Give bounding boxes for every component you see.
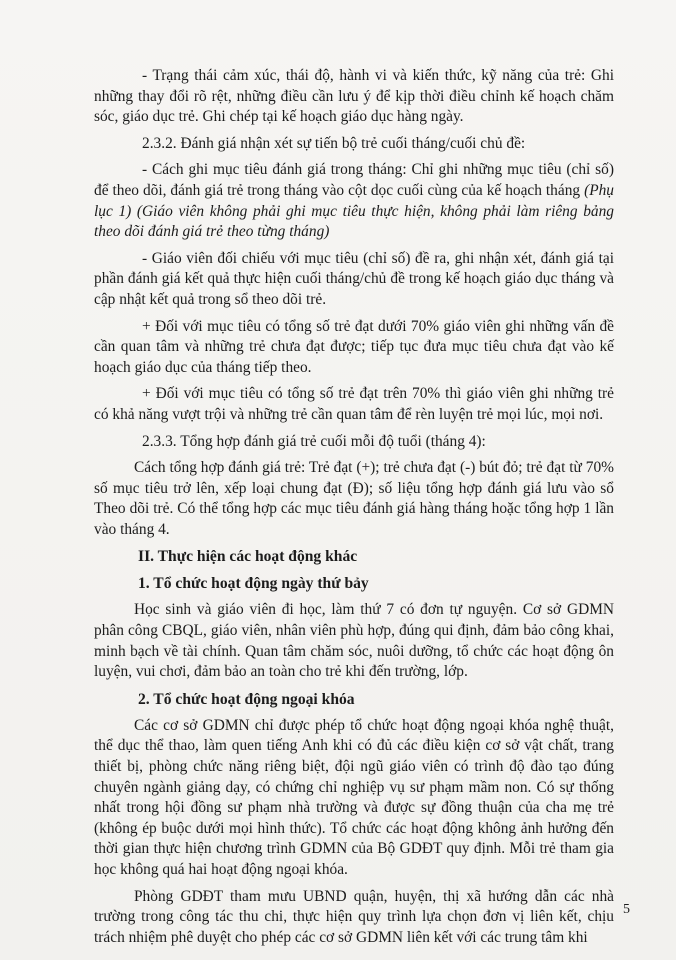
paragraph-monthly-goals (94, 160, 614, 242)
monthly-goals-text: - Cách ghi mục tiêu đánh giá trong tháng: Chỉ ghi những mục tiêu (chỉ số) để theo dõi, đánh giá trẻ trong tháng vào cột dọc cuối cùng của kế hoạch tháng (94, 161, 614, 199)
appendix-note: (Phụ lục 1) (Giáo viên không phải ghi mục tiêu thực hiện, không phải làm riêng bảng theo dõi đánh giá trẻ theo từng tháng) (94, 181, 614, 241)
heading-extracurricular: 2. Tổ chức hoạt động ngoại khóa (138, 690, 355, 708)
section-heading-2-3-2: 2.3.2. Đánh giá nhận xét sự tiến bộ trẻ cuối tháng/cuối chủ đề: (142, 134, 526, 152)
paragraph-teacher-compare: - Giáo viên đối chiếu với mục tiêu (chỉ số) đề ra, ghi nhận xét, đánh giá tại phần đánh giá kết quả thực hiện cuối tháng/chủ đề trong kế hoạch giáo dục tháng và cập nhật kết quả trong sổ theo dõi trẻ. (94, 249, 614, 308)
paragraph-summary-method: Cách tổng hợp đánh giá trẻ: Trẻ đạt (+); trẻ chưa đạt (-) bút đỏ; trẻ đạt từ 70% số mục tiêu trở lên, xếp loại chung đạt (Đ); số liệu tổng hợp đánh giá lưu vào sổ Theo dõi trẻ. Có thể tổng hợp các mục tiêu đánh giá hàng tháng hoặc tổng hợp 1 lần vào tháng 4. (94, 459, 614, 538)
paragraph-extracurricular: Các cơ sở GDMN chỉ được phép tổ chức hoạt động ngoại khóa nghệ thuật, thể dục thể thao, làm quen tiếng Anh khi có đủ các điều kiện cơ sở vật chất, trang thiết bị, phòng chức năng riêng biệt, đội ngũ giáo viên có trình độ đào tạo đúng chuyên ngành giảng dạy, có chứng chỉ nghiệp vụ sư phạm mầm non. Có sự thống nhất trong hội đồng sư phạm nhà trường và được sự đồng thuận của cha mẹ trẻ (không ép buộc dưới mọi hình thức). Tổ chức các hoạt động không ảnh hưởng đến thời gian thực hiện chương trình GDMN của Bộ GDĐT quy định. Mỗi trẻ tham gia học không quá hai hoạt động ngoại khóa. (94, 716, 614, 878)
paragraph-below-70: + Đối với mục tiêu có tổng số trẻ đạt dưới 70% giáo viên ghi những vấn đề cần quan tâm và những trẻ chưa đạt được; tiếp tục đưa mục tiêu chưa đạt vào kế hoạch giáo dục của tháng tiếp theo. (94, 317, 614, 376)
page-number: 5 (623, 902, 630, 917)
heading-other-activities: II. Thực hiện các hoạt động khác (138, 548, 358, 566)
paragraph-saturday: Học sinh và giáo viên đi học, làm thứ 7 có đơn tự nguyện. Cơ sở GDMN phân công CBQL, giáo viên, nhân viên phù hợp, đúng qui định, đảm bảo công khai, minh bạch về tài chính. Quan tâm chăm sóc, nuôi dưỡng, tổ chức các hoạt động ôn luyện, vui chơi, đảm bảo an toàn cho trẻ khi đến trường, lớp. (94, 601, 614, 681)
section-heading-2-3-3: 2.3.3. Tổng hợp đánh giá trẻ cuối mỗi độ tuổi (tháng 4): (142, 432, 486, 450)
page-body (94, 66, 614, 954)
paragraph-above-70: + Đối với mục tiêu có tổng số trẻ đạt trên 70% thì giáo viên ghi những trẻ có khả năng vượt trội và những trẻ cần quan tâm để rèn luyện trẻ mọi lúc, mọi nơi. (94, 385, 614, 423)
paragraph-department: Phòng GDĐT tham mưu UBND quận, huyện, thị xã hướng dẫn các nhà trường trong công tác thu chi, thực hiện quy trình lựa chọn đơn vị liên kết, chịu trách nhiệm phê duyệt cho phép các cơ sở GDMN liên kết với các trung tâm khi (94, 887, 614, 946)
paragraph-emotional-state: - Trạng thái cảm xúc, thái độ, hành vi và kiến thức, kỹ năng của trẻ: Ghi những thay đổi rõ rệt, những điều cần lưu ý để kịp thời điều chỉnh kế hoạch chăm sóc, giáo dục trẻ. Ghi chép tại kế hoạch giáo dục hàng ngày. (94, 67, 614, 126)
heading-saturday-activities: 1. Tổ chức hoạt động ngày thứ bảy (138, 575, 369, 593)
